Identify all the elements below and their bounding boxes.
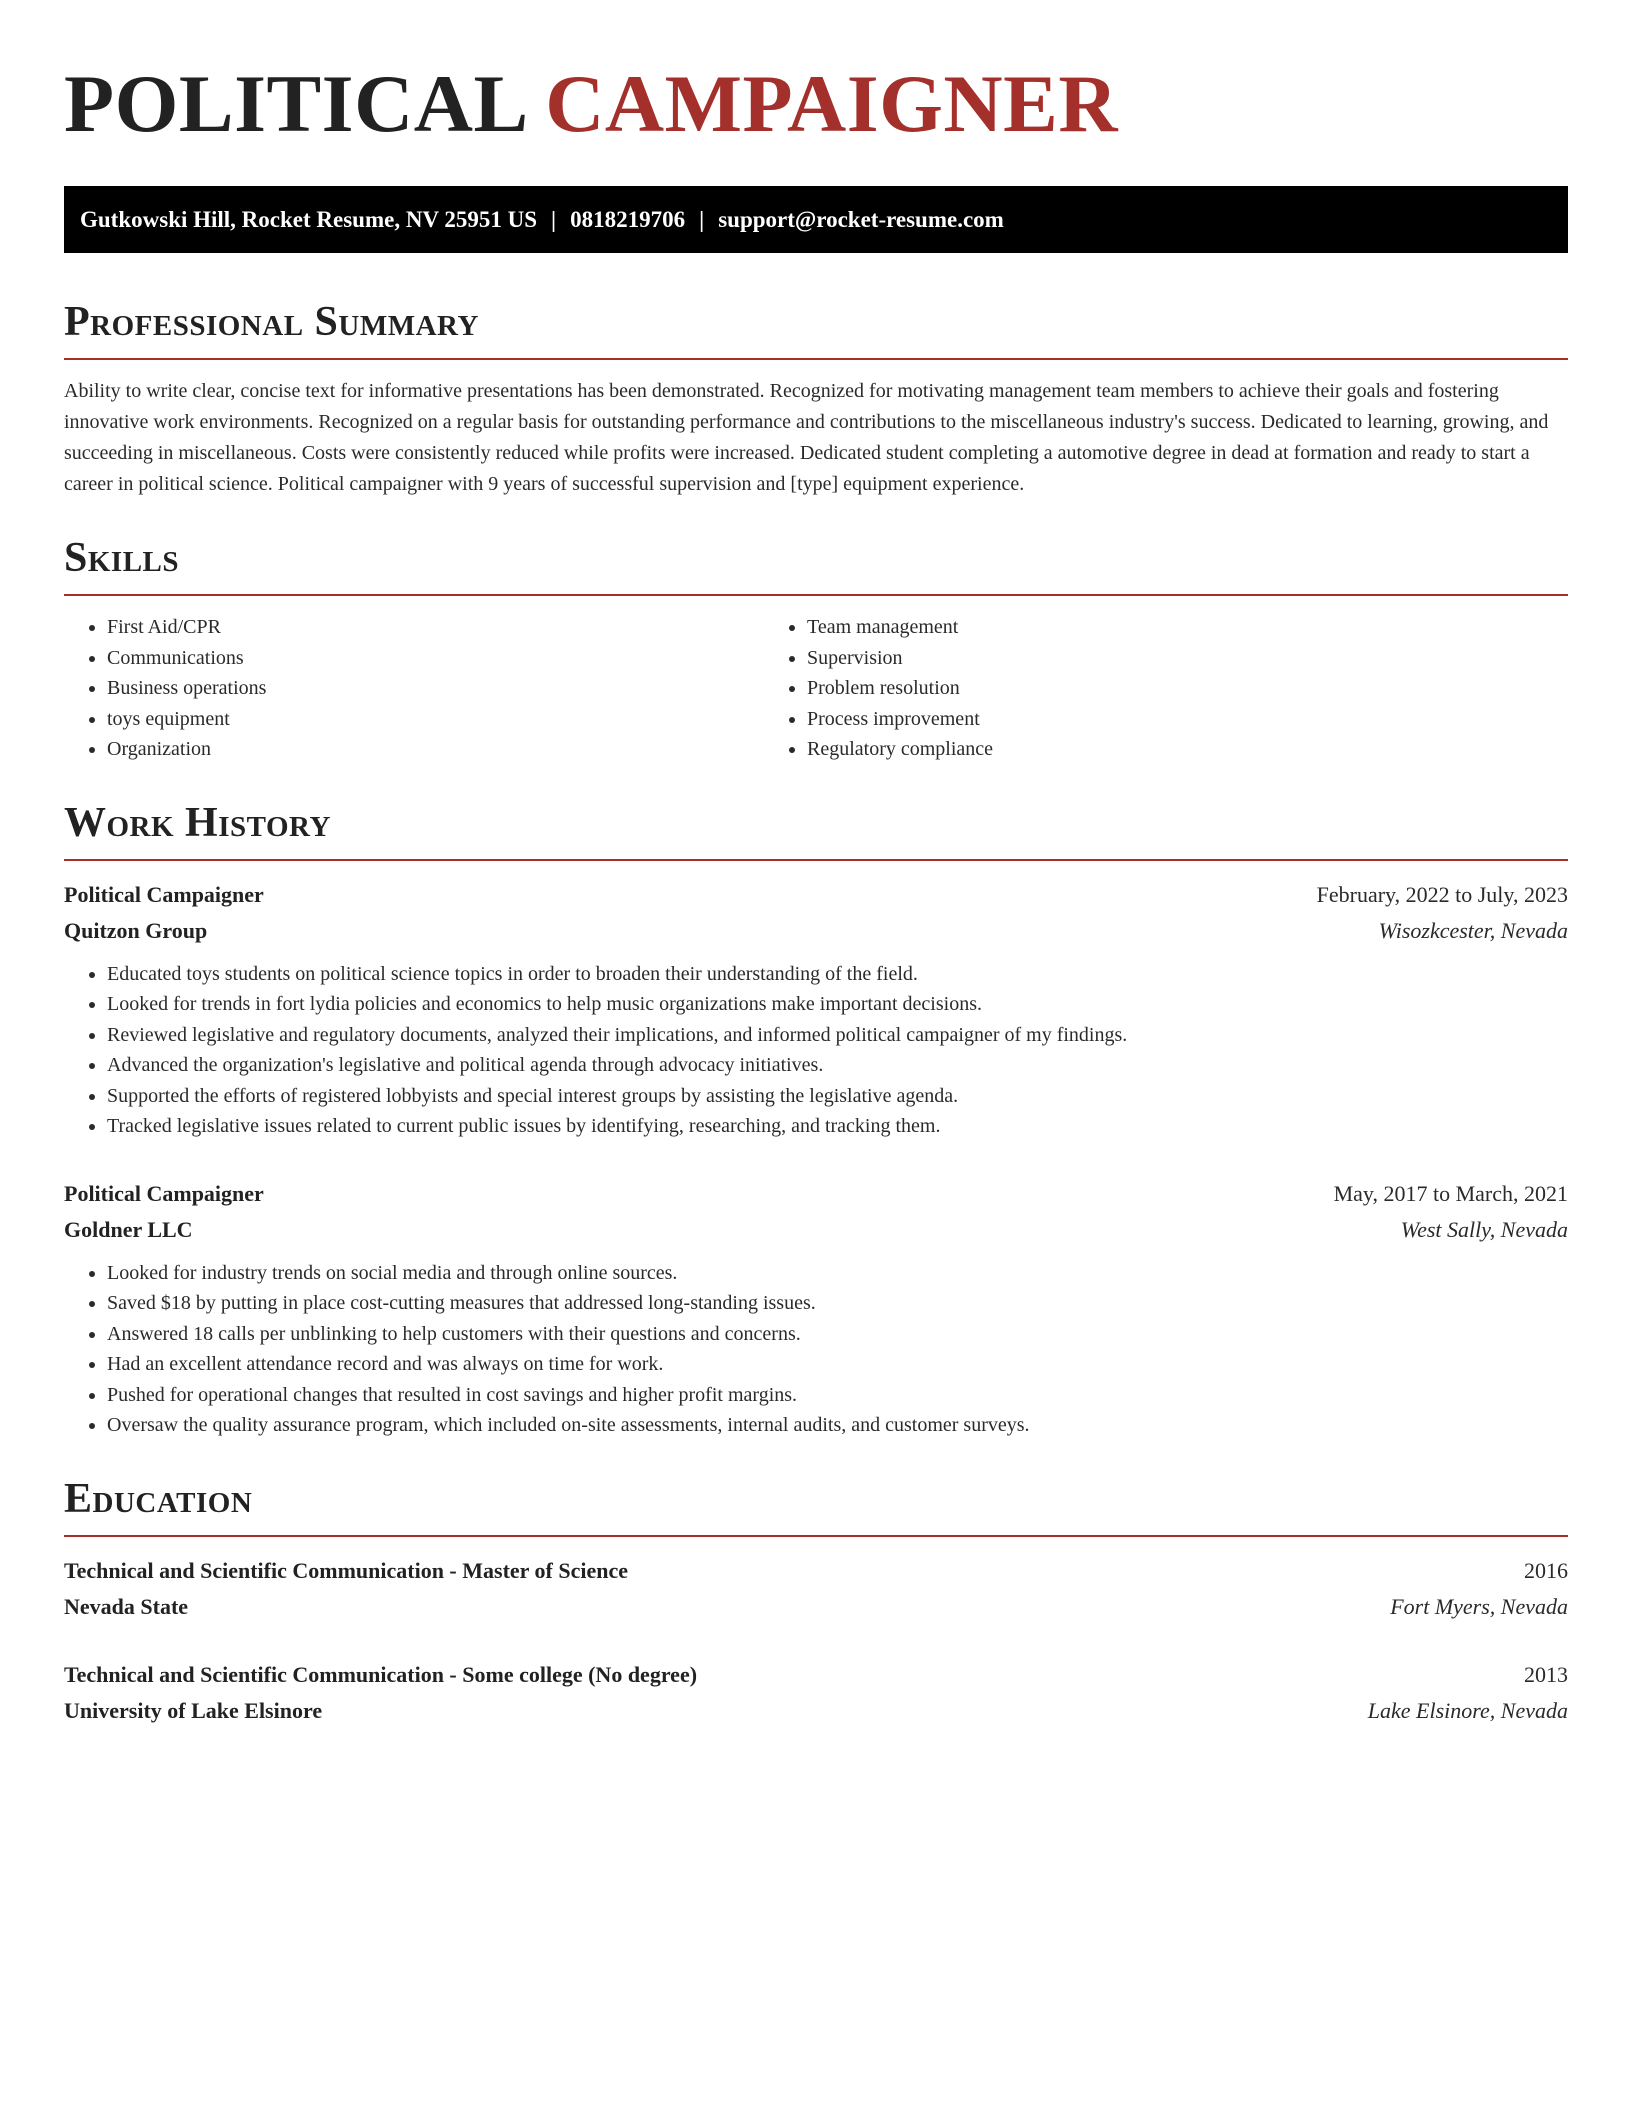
name-first: POLITICAL (64, 58, 525, 149)
job-bullet: • Looked for industry trends on social media and through online sources. (107, 1258, 1568, 1289)
job-entry (64, 1176, 1568, 1441)
section-divider (64, 1535, 1568, 1537)
skill-item: • Supervision (807, 643, 1464, 674)
skill-item: • Business operations (107, 673, 764, 704)
job-entry (64, 877, 1568, 1142)
job-header-row (64, 1176, 1568, 1212)
job-role: Political Campaigner (64, 881, 264, 907)
contact-bar (64, 186, 1568, 253)
job-bullet: • Tracked legislative issues related to current public issues by identifying, researching, and tracking them. (107, 1111, 1568, 1142)
job-bullet: • Oversaw the quality assurance program, which included on-site assessments, internal audits, and customer surveys. (107, 1410, 1568, 1441)
job-bullets (64, 1258, 1568, 1441)
work-history-section (64, 797, 1568, 1441)
job-bullet: • Educated toys students on political science topics in order to broaden their understanding of the field. (107, 959, 1568, 990)
skills-columns (64, 612, 1568, 765)
skill-item: • Team management (807, 612, 1464, 643)
job-bullet: • Reviewed legislative and regulatory documents, analyzed their implications, and informed political campaigner of my findings. (107, 1020, 1568, 1051)
job-bullets (64, 959, 1568, 1142)
job-company: Quitzon Group (64, 917, 208, 943)
job-dates: February, 2022 to July, 2023 (1316, 881, 1568, 907)
education-location: Lake Elsinore, Nevada (1367, 1697, 1568, 1723)
skills-section (64, 532, 1568, 765)
education-school: University of Lake Elsinore (64, 1697, 323, 1723)
job-bullet: • Had an excellent attendance record and was always on time for work. (107, 1349, 1568, 1380)
education-school-row (64, 1589, 1568, 1625)
job-bullet: • Answered 18 calls per unblinking to help customers with their questions and concerns. (107, 1319, 1568, 1350)
education-school-row (64, 1693, 1568, 1729)
summary-section (64, 296, 1568, 500)
skill-item: • Regulatory compliance (807, 734, 1464, 765)
contact-email: support@rocket-resume.com (718, 207, 1004, 232)
summary-text: Ability to write clear, concise text for informative presentations has been demonstrated. Recognized for motivating management team members to achieve their goals and fostering innovative work environments. Recognized on a regular basis for outstanding performance and contributions to the miscellaneous industry's success. Dedicated to learning, growing, and succeeding in miscellaneous. Costs were consistently reduced while profits were increased. Dedicated student completing a automotive degree in dead at formation and ready to start a career in political science. Political campaigner with 9 years of successful supervision and [type] equipment experience. (64, 380, 1549, 495)
contact-separator: | (551, 207, 557, 232)
education-year: 2016 (1524, 1557, 1568, 1583)
job-bullet: • Saved $18 by putting in place cost-cutting measures that addressed long-standing issues. (107, 1288, 1568, 1319)
job-bullet: • Pushed for operational changes that resulted in cost savings and higher profit margins. (107, 1380, 1568, 1411)
job-bullet: • Supported the efforts of registered lobbyists and special interest groups by assisting the legislative agenda. (107, 1081, 1568, 1112)
contact-address: Gutkowski Hill, Rocket Resume, NV 25951 US (80, 207, 538, 232)
job-dates: May, 2017 to March, 2021 (1333, 1180, 1568, 1206)
summary-title: Professional Summary (64, 299, 479, 345)
job-header-row (64, 877, 1568, 913)
education-header-row (64, 1657, 1568, 1693)
job-company: Goldner LLC (64, 1216, 193, 1242)
contact-phone: 0818219706 (570, 207, 686, 232)
skill-item: • Process improvement (807, 704, 1464, 735)
job-location: Wisozkcester, Nevada (1378, 917, 1568, 943)
education-degree: Technical and Scientific Communication - Some college (No degree) (64, 1661, 698, 1687)
skills-list-right (764, 612, 1464, 765)
skills-title: Skills (64, 535, 180, 581)
education-location: Fort Myers, Nevada (1390, 1593, 1568, 1619)
skill-item: • toys equipment (107, 704, 764, 735)
name-last: CAMPAIGNER (545, 58, 1119, 149)
education-section (64, 1473, 1568, 1729)
section-divider (64, 594, 1568, 596)
education-degree: Technical and Scientific Communication - Master of Science (64, 1557, 629, 1583)
section-divider (64, 859, 1568, 861)
resume-name (64, 56, 1568, 152)
skill-item: • Problem resolution (807, 673, 1464, 704)
job-company-row (64, 913, 1568, 949)
skill-item: • First Aid/CPR (107, 612, 764, 643)
job-location: West Sally, Nevada (1400, 1216, 1568, 1242)
contact-separator: | (699, 207, 705, 232)
work-history-title: Work History (64, 799, 331, 846)
skills-list-left (64, 612, 764, 765)
job-bullet: • Advanced the organization's legislative and political agenda through advocacy initiatives. (107, 1050, 1568, 1081)
education-header-row (64, 1553, 1568, 1589)
education-school: Nevada State (64, 1593, 189, 1619)
education-title: Education (64, 1475, 253, 1522)
section-divider (64, 358, 1568, 360)
skill-item: • Organization (107, 734, 764, 765)
job-company-row (64, 1212, 1568, 1248)
skill-item: • Communications (107, 643, 764, 674)
education-year: 2013 (1524, 1661, 1568, 1687)
education-entry (64, 1657, 1568, 1729)
education-entry (64, 1553, 1568, 1625)
job-role: Political Campaigner (64, 1180, 264, 1206)
job-bullet: • Looked for trends in fort lydia policies and economics to help music organizations make important decisions. (107, 989, 1568, 1020)
